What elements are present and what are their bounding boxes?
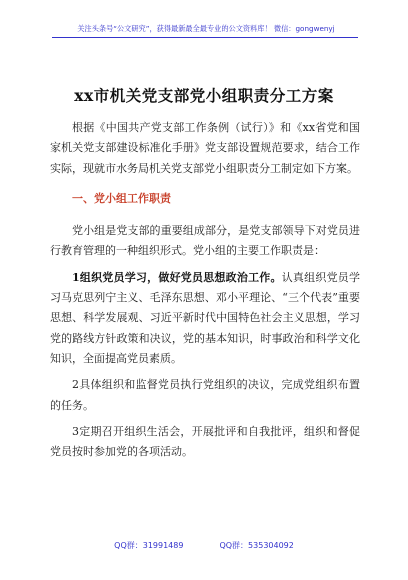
item-2-paragraph: 2具体组织和监督党员执行党组织的决议，完成党组织布置的任务。: [50, 378, 360, 412]
footer: [0, 540, 408, 551]
section-intro-paragraph: 党小组是党支部的重要组成部分，是党支部领导下对党员进行教育管理的一种组织形式。党小组的主要工作职责是：: [50, 224, 360, 258]
footer-qq-group-1[interactable]: QQ群：31991489: [114, 541, 184, 550]
intro-paragraph: 根据《中国共产党支部工作条例（试行）》和《xx省党和国家机关党支部建设标准化手册》党支部设置规范要求，结合工作实际，现就市水务局机关党支部党小组职责分工制定如下方案。: [50, 121, 360, 175]
header-rule: [52, 37, 358, 38]
item-1-lead: 1组织党员学习，做好党员思想政治工作。: [72, 270, 282, 284]
document-title: xx市机关党支部党小组职责分工方案: [74, 86, 334, 105]
header-banner[interactable]: 关注头条号“公文研究”，获得最新最全最专业的公文资料库！ 微信：gongwenyj: [77, 24, 335, 33]
item-1-body: 认真组织党员学习马克思列宁主义、毛泽东思想、邓小平理论、“三个代表”重要思想、科学发展观、习近平新时代中国特色社会主义思想，学习党的路线方针政策和决议，党的基本知识，时事政治和科学文化知识，全面提高党员素质。: [50, 270, 361, 365]
footer-qq-group-2[interactable]: QQ群：535304092: [219, 541, 294, 550]
item-3-paragraph: 3定期召开组织生活会，开展批评和自我批评，组织和督促党员按时参加党的各项活动。: [50, 424, 360, 459]
document-body: [50, 118, 360, 468]
section-heading: 一、党小组工作职责: [72, 191, 171, 205]
item-1-paragraph: [50, 268, 360, 369]
